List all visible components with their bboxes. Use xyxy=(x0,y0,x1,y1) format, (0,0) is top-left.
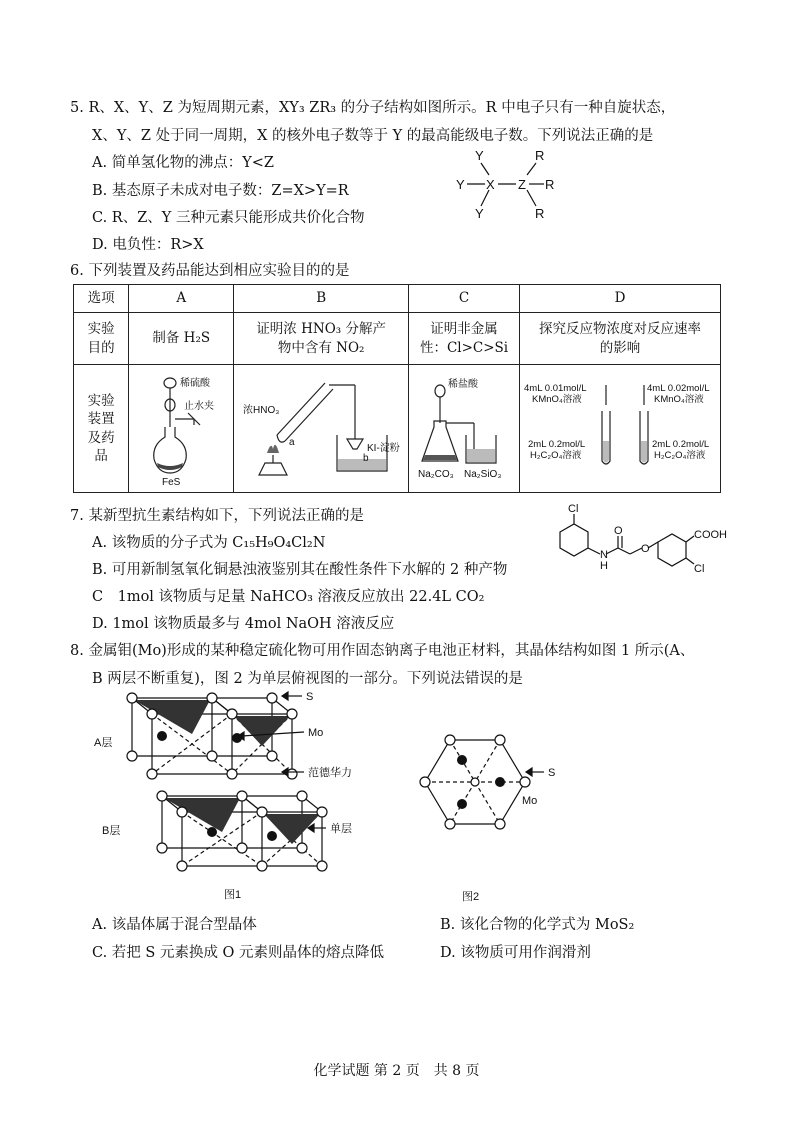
q5-x-atom: X xyxy=(486,177,495,192)
q5-option-b: B. 基态原子未成对电子数：Z=X>Y=R xyxy=(92,183,349,199)
q6-apparatus-c xyxy=(409,365,520,493)
q7-o-carbonyl: O xyxy=(614,525,623,537)
q8-option-a: A. 该晶体属于混合型晶体 xyxy=(92,917,257,933)
q8-figure2 xyxy=(400,730,580,906)
apparatus-a-acid: 稀硫酸 xyxy=(180,378,211,389)
apparatus-b-a: a xyxy=(289,437,295,448)
q7-option-d: D. 1mol 该物质最多与 4mol NaOH 溶液反应 xyxy=(92,616,395,632)
q5-stem-line2: X、Y、Z 处于同一周期，X 的核外电子数等于 Y 的最高能级电子数。下列说法正确的是 xyxy=(92,128,654,144)
q5-r-right: R xyxy=(545,177,555,192)
q7-n: N xyxy=(600,549,608,561)
q8-option-c: C. 若把 S 元素换成 O 元素则晶体的熔点降低 xyxy=(92,945,385,961)
q5-y-bottom: Y xyxy=(475,206,484,221)
apparatus-d-right-bot2: H₂C₂O₄溶液 xyxy=(654,450,706,461)
fig1-vdw-label: 范德华力 xyxy=(308,767,352,779)
q5-y-left: Y xyxy=(456,177,465,192)
q6-purpose-b: 证明浓 HNO₃ 分解产物中含有 NO₂ xyxy=(234,313,409,365)
q6-purpose-d: 探究反应物浓度对反应速率的影响 xyxy=(520,313,721,365)
q6-purpose-c: 证明非金属性：Cl>C>Si xyxy=(409,313,520,365)
apparatus-c-left: Na₂CO₃ xyxy=(418,469,454,480)
q7-option-a: A. 该物质的分子式为 C₁₅H₉O₄Cl₂N xyxy=(92,535,326,551)
q6-col-c: C xyxy=(409,285,520,313)
apparatus-b-b: b xyxy=(363,453,369,464)
apparatus-d-left-bot2: H₂C₂O₄溶液 xyxy=(530,450,582,461)
q5-option-c: C. R、Z、Y 三种元素只能形成共价化合物 xyxy=(92,210,365,226)
q5-r-bottom: R xyxy=(535,206,545,221)
q8-stem-line1: 8. 金属钼(Mo)形成的某种稳定硫化物可用作固态钠离子电池正材料，其晶体结构如图 1 所示(A、 xyxy=(70,643,695,659)
q7-cl-top: Cl xyxy=(568,503,579,515)
q5-option-a: A. 简单氢化物的沸点：Y<Z xyxy=(92,155,274,171)
q5-z-atom: Z xyxy=(518,177,526,192)
q6-header-label: 选项 xyxy=(74,285,129,313)
q8-stem-line2: B 两层不断重复)，图 2 为单层俯视图的一部分。下列说法错误的是 xyxy=(92,671,523,687)
fig2-caption: 图2 xyxy=(462,891,480,903)
q6-purpose-label: 实验目的 xyxy=(74,313,129,365)
q7-cooh: COOH xyxy=(694,529,727,541)
q8-figure1 xyxy=(92,686,392,906)
fig2-mo-label: Mo xyxy=(522,795,538,807)
q6-col-d: D xyxy=(520,285,721,313)
q7-molecule-structure xyxy=(540,502,740,602)
apparatus-a-clamp: 止水夹 xyxy=(184,401,215,412)
apparatus-d-drawing xyxy=(520,365,720,487)
apparatus-b-acid: 浓HNO₃ xyxy=(243,405,280,416)
fig1-caption: 图1 xyxy=(224,889,242,901)
q8-option-b: B. 该化合物的化学式为 MoS₂ xyxy=(440,917,635,933)
apparatus-d-right-bot1: 2mL 0.2mol/L xyxy=(652,439,710,450)
fig1-mo-label: Mo xyxy=(308,727,324,739)
q5-molecule-structure xyxy=(440,146,580,226)
q7-o-ether: O xyxy=(641,543,650,555)
q7-h: H xyxy=(600,560,608,572)
fig1-layer-a: A层 xyxy=(94,737,113,749)
apparatus-a-solid: FeS xyxy=(162,477,181,487)
page-footer: 化学试题 第 2 页 共 8 页 xyxy=(313,1063,480,1079)
apparatus-d-right-top2: KMnO₄溶液 xyxy=(654,394,704,405)
apparatus-a-drawing xyxy=(132,365,230,487)
q5-stem-line1: 5. R、X、Y、Z 为短周期元素，XY₃ ZR₃ 的分子结构如图所示。R 中电子只有一种自旋状态， xyxy=(70,100,676,116)
q6-apparatus-a xyxy=(129,365,234,493)
q5-r-top: R xyxy=(535,148,545,163)
apparatus-b-reagent: KI-淀粉 xyxy=(367,443,400,454)
q7-option-c: C 1mol 该物质与足量 NaHCO₃ 溶液反应放出 22.4L CO₂ xyxy=(92,589,485,605)
fig1-layer-b: B层 xyxy=(102,825,121,837)
q6-apparatus-label: 实验装置及药品 xyxy=(74,365,129,493)
apparatus-d-left-top1: 4mL 0.01mol/L xyxy=(524,383,587,394)
q6-col-a: A xyxy=(129,285,234,313)
q6-col-b: B xyxy=(234,285,409,313)
apparatus-d-right-top1: 4mL 0.02mol/L xyxy=(647,383,710,394)
q7-option-b: B. 可用新制氢氧化铜悬浊液鉴别其在酸性条件下水解的 2 种产物 xyxy=(92,562,508,578)
apparatus-d-left-bot1: 2mL 0.2mol/L xyxy=(528,439,586,450)
q8-option-d: D. 该物质可用作润滑剂 xyxy=(440,945,591,961)
apparatus-d-left-top2: KMnO₄溶液 xyxy=(532,394,582,405)
q7-stem: 7. 某新型抗生素结构如下，下列说法正确的是 xyxy=(70,508,364,524)
apparatus-c-acid: 稀盐酸 xyxy=(448,379,479,390)
fig1-single-label: 单层 xyxy=(330,823,352,835)
q6-stem: 6. 下列装置及药品能达到相应实验目的的是 xyxy=(70,263,350,279)
apparatus-b-drawing xyxy=(237,365,405,487)
q6-apparatus-b xyxy=(234,365,409,493)
q5-y-top: Y xyxy=(475,148,484,163)
q6-table xyxy=(73,284,721,493)
q7-cl-bottom: Cl xyxy=(694,563,705,575)
apparatus-c-drawing xyxy=(412,365,516,487)
q6-apparatus-d xyxy=(520,365,721,493)
fig1-s-label: S xyxy=(306,691,314,703)
q5-option-d: D. 电负性：R>X xyxy=(92,237,204,253)
fig2-s-label: S xyxy=(548,767,556,779)
apparatus-c-right: Na₂SiO₃ xyxy=(464,469,502,480)
q6-purpose-a: 制备 H₂S xyxy=(129,313,234,365)
